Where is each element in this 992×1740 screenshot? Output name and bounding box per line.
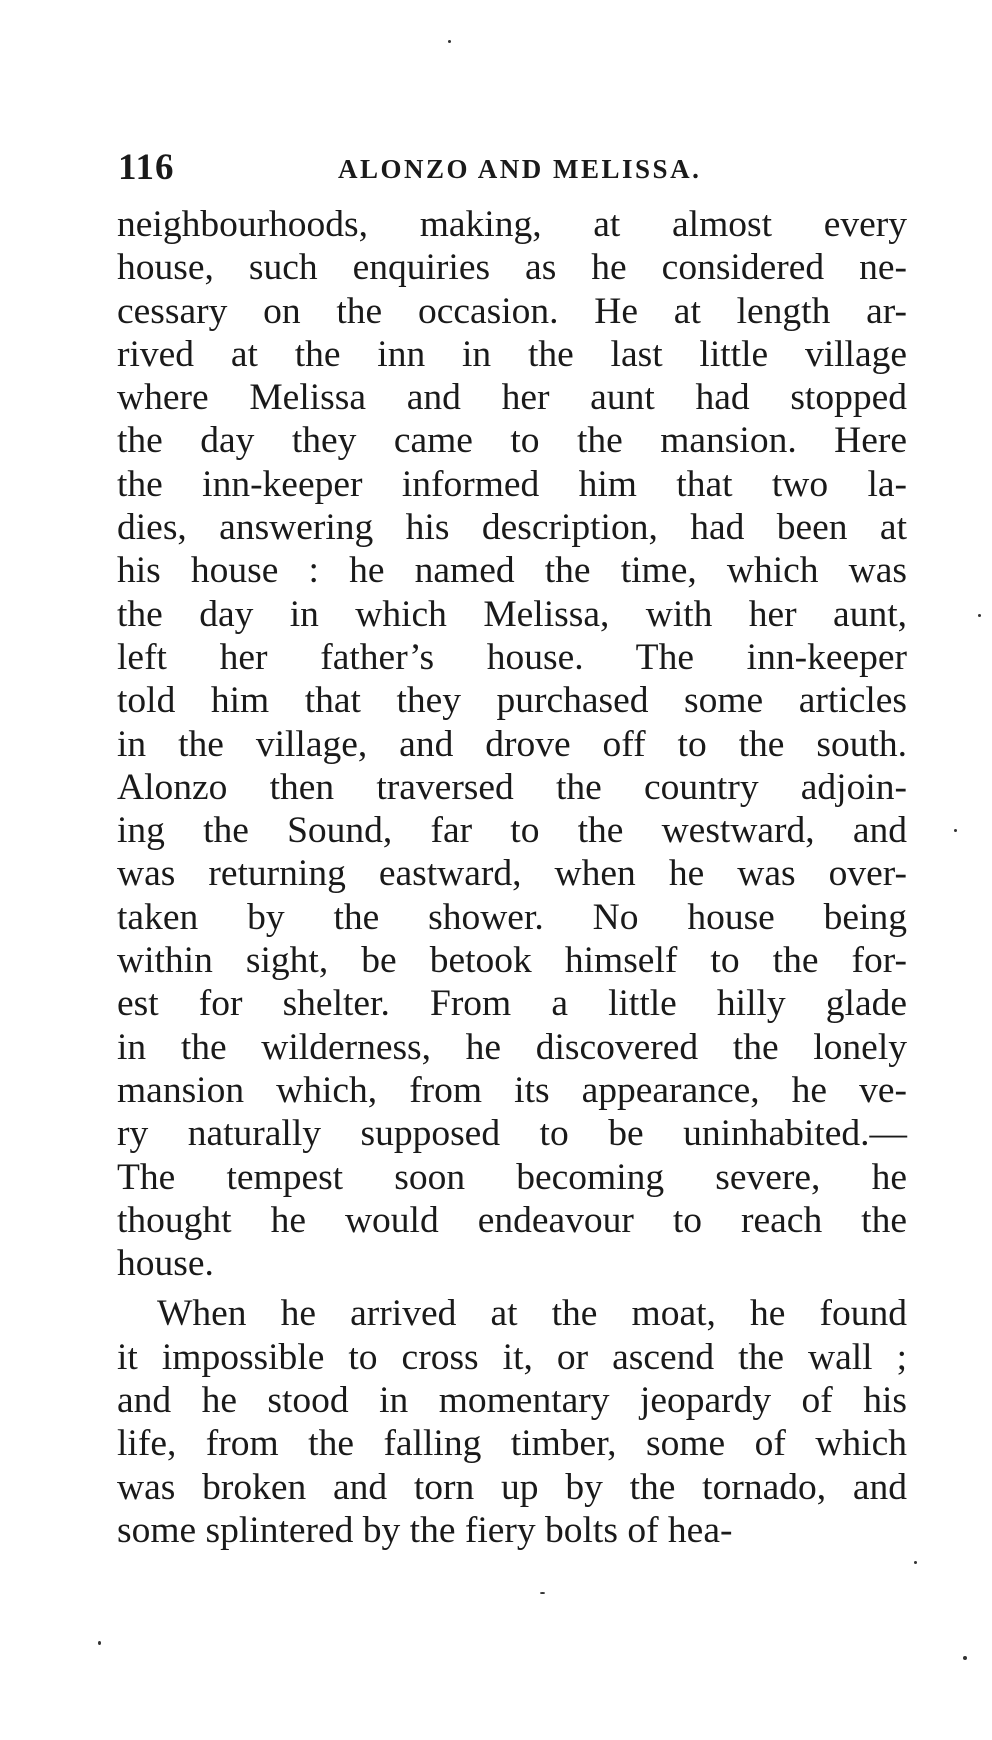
text-line: was returning eastward, when he was over- [117, 853, 907, 895]
text-line: the inn-keeper informed him that two la- [117, 463, 907, 505]
page-header [118, 146, 908, 196]
paragraph [117, 1292, 907, 1552]
text-line: it impossible to cross it, or ascend the wall ; [117, 1336, 907, 1378]
paragraph-gap [117, 1285, 907, 1292]
paper-speck [978, 614, 981, 617]
text-line: his house : he named the time, which was [117, 550, 907, 592]
text-line: Alonzo then traversed the country adjoin- [117, 766, 907, 808]
text-line: The tempest soon becoming severe, he [117, 1156, 907, 1198]
body-text [117, 203, 907, 1552]
text-line: life, from the falling timber, some of which [117, 1423, 907, 1465]
paper-speck [963, 1656, 967, 1660]
text-line: ry naturally supposed to be uninhabited.— [117, 1113, 907, 1155]
paper-speck [954, 829, 957, 832]
paper-speck [448, 40, 451, 43]
text-line: within sight, be betook himself to the for- [117, 940, 907, 982]
text-line: and he stood in momentary jeopardy of his [117, 1380, 907, 1422]
text-line: the day they came to the mansion. Here [117, 420, 907, 462]
text-line: where Melissa and her aunt had stopped [117, 377, 907, 419]
text-line: the day in which Melissa, with her aunt, [117, 593, 907, 635]
text-line: dies, answering his description, had been at [117, 507, 907, 549]
paper-speck [540, 1592, 545, 1594]
paper-speck [914, 1561, 917, 1564]
text-line: in the wilderness, he discovered the lonely [117, 1026, 907, 1068]
running-title: ALONZO AND MELISSA. [338, 154, 702, 184]
text-line: rived at the inn in the last little village [117, 333, 907, 375]
text-line: house, such enquiries as he considered ne- [117, 247, 907, 289]
text-line: When he arrived at the moat, he found [157, 1293, 907, 1335]
text-line: thought he would endeavour to reach the [117, 1199, 907, 1241]
text-line: in the village, and drove off to the south. [117, 723, 907, 765]
text-line: told him that they purchased some articles [117, 680, 907, 722]
text-line: left her father’s house. The inn-keeper [117, 636, 907, 678]
text-line: mansion which, from its appearance, he ve- [117, 1069, 907, 1111]
text-line: house. [117, 1243, 214, 1285]
text-line: some splintered by the fiery bolts of hea- [117, 1509, 733, 1551]
paragraph [117, 203, 907, 1285]
text-line: est for shelter. From a little hilly glade [117, 983, 907, 1025]
text-line: neighbourhoods, making, at almost every [117, 204, 907, 245]
text-line: was broken and torn up by the tornado, and [117, 1466, 907, 1508]
page-number: 116 [118, 147, 175, 188]
text-line: ing the Sound, far to the westward, and [117, 810, 907, 852]
paper-speck [98, 1641, 101, 1645]
text-line: taken by the shower. No house being [117, 896, 907, 938]
text-line: cessary on the occasion. He at length ar- [117, 290, 907, 332]
